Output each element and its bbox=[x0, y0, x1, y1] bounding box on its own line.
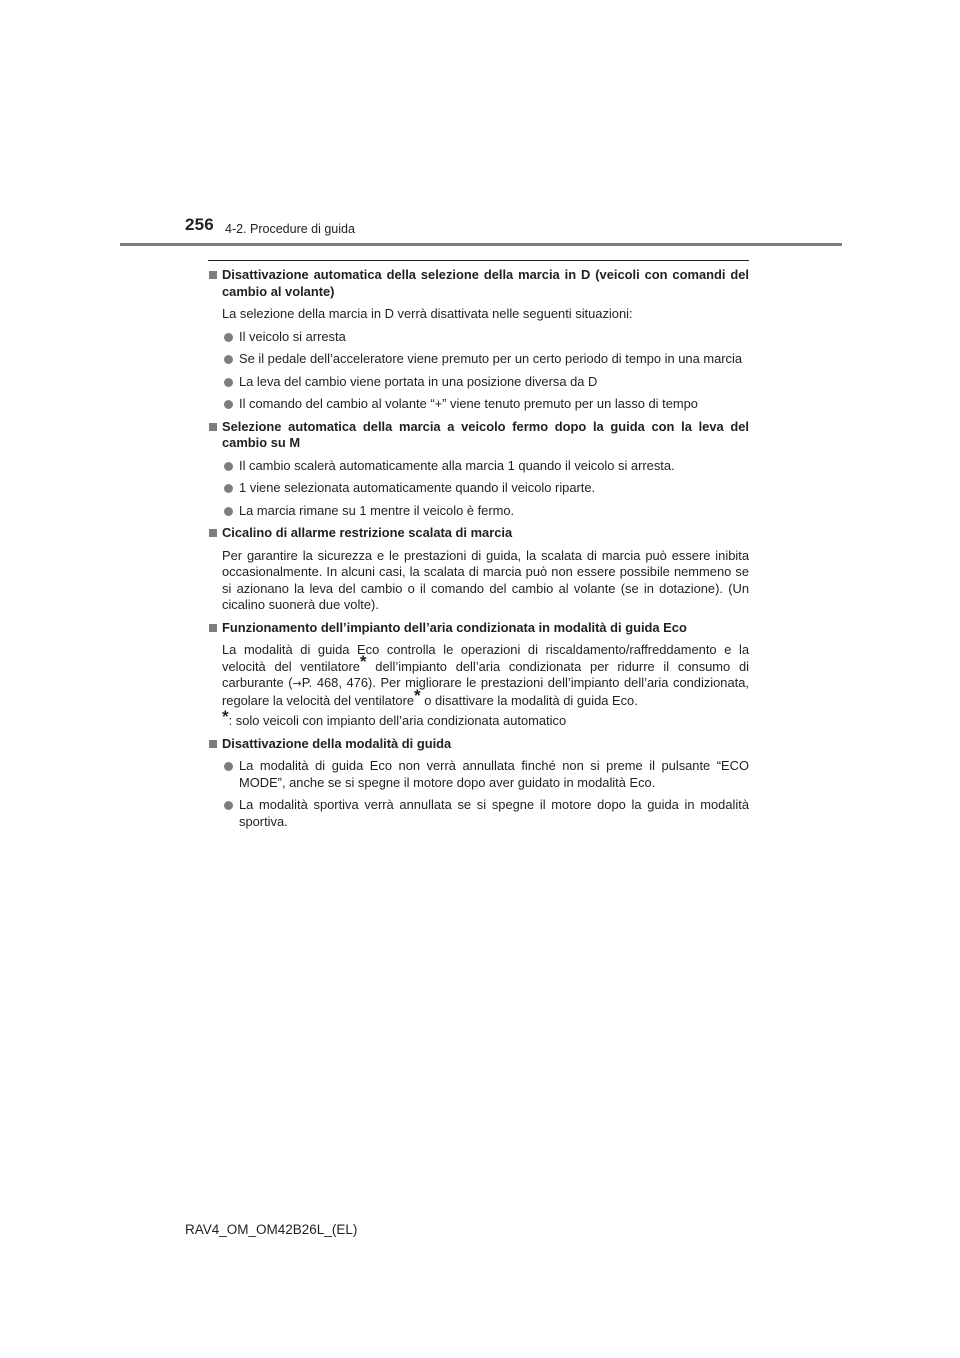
circle-bullet-icon bbox=[224, 484, 233, 493]
heading-text: Disattivazione automatica della selezione della marcia in D (veicoli con comandi del cambio al volante) bbox=[222, 267, 749, 299]
page-number: 256 bbox=[185, 215, 214, 234]
circle-bullet-icon bbox=[224, 333, 233, 342]
heading-text: Disattivazione della modalità di guida bbox=[222, 735, 452, 751]
heading-text: Selezione automatica della marcia a veicolo fermo dopo la guida con la leva del cambio su M bbox=[222, 418, 749, 450]
section-intro: La selezione della marcia in D verrà disattivata nelle seguenti situazioni: bbox=[222, 306, 633, 321]
footnote bbox=[208, 707, 749, 730]
list-item-text: Il veicolo si arresta bbox=[239, 328, 346, 344]
section-divider bbox=[208, 260, 749, 261]
square-bullet-icon bbox=[209, 423, 217, 431]
heading-text: Funzionamento dell’impianto dell’aria condizionata in modalità di guida Eco bbox=[222, 619, 687, 635]
list-item bbox=[208, 374, 749, 391]
page-content bbox=[208, 267, 749, 830]
square-bullet-icon bbox=[209, 271, 217, 279]
list-item bbox=[208, 503, 749, 520]
section-title: 4-2. Procedure di guida bbox=[225, 222, 355, 236]
body-text: o disattivare la modalità di guida Eco. bbox=[420, 692, 638, 708]
circle-bullet-icon bbox=[224, 400, 233, 409]
asterisk-marker: * bbox=[359, 651, 367, 671]
circle-bullet-icon bbox=[224, 507, 233, 516]
header-divider bbox=[120, 243, 842, 246]
body-text: dell’impianto dell’aria condizionata per ridurre il consumo di carburante ( bbox=[222, 658, 750, 690]
list-item-text: La modalità di guida Eco non verrà annullata finché non si preme il pulsante “ECO MODE”, anche se si spegne il motore dopo aver guidato in modalità Eco. bbox=[239, 758, 749, 790]
heading-text: Cicalino di allarme restrizione scalata di marcia bbox=[222, 525, 513, 540]
list-item-text: La marcia rimane su 1 mentre il veicolo è fermo. bbox=[239, 502, 515, 518]
list-item-text: Il cambio scalerà automaticamente alla marcia 1 quando il veicolo si arresta. bbox=[239, 457, 675, 473]
document-code: RAV4_OM_OM42B26L_(EL) bbox=[185, 1222, 358, 1237]
square-bullet-icon bbox=[209, 624, 217, 632]
square-bullet-icon bbox=[209, 740, 217, 748]
arrow-icon: → bbox=[292, 677, 302, 690]
square-bullet-icon bbox=[209, 529, 217, 537]
asterisk-marker: * bbox=[414, 685, 421, 705]
list-item-text: Il comando del cambio al volante “+” viene tenuto premuto per un lasso di tempo bbox=[239, 396, 698, 411]
list-item bbox=[208, 351, 749, 368]
list-item bbox=[208, 396, 749, 413]
circle-bullet-icon bbox=[224, 462, 233, 471]
asterisk-marker: * bbox=[222, 707, 229, 726]
list-item bbox=[208, 758, 749, 791]
section-body: Per garantire la sicurezza e le prestazioni di guida, la scalata di marcia può essere inibita occasionalmente. In alcuni casi, la scalata di marcia può non essere possibile nemmeno se si azionano la leva del cambio o il comando del cambio al volante (se in dotazione). (Un cicalino suonerà due volte). bbox=[222, 547, 749, 612]
circle-bullet-icon bbox=[224, 378, 233, 387]
list-item-text: La modalità sportiva verrà annullata se si spegne il motore dopo la guida in modalità sportiva. bbox=[239, 797, 749, 829]
circle-bullet-icon bbox=[224, 762, 233, 771]
list-item bbox=[208, 458, 749, 475]
body-text: La modalità di guida Eco controlla le operazioni di riscaldamento/raffreddamento e la velocità del ventilatore bbox=[222, 642, 749, 674]
section-body bbox=[208, 642, 749, 709]
list-item-text: Se il pedale dell’acceleratore viene premuto per un certo periodo di tempo in una marcia bbox=[239, 351, 743, 366]
page-reference: P. 468, 476). Per migliorare le prestazioni dell’impianto dell’aria condizionata, regolare la velocità del ventilatore bbox=[222, 675, 749, 708]
section-heading bbox=[208, 267, 749, 300]
list-item-text: La leva del cambio viene portata in una posizione diversa da D bbox=[239, 373, 598, 389]
section-heading bbox=[208, 736, 749, 753]
circle-bullet-icon bbox=[224, 355, 233, 364]
section-heading bbox=[208, 419, 749, 452]
list-item bbox=[208, 480, 749, 497]
list-item-text: 1 viene selezionata automaticamente quando il veicolo riparte. bbox=[239, 480, 596, 495]
list-item bbox=[208, 329, 749, 346]
section-heading bbox=[208, 525, 749, 542]
section-heading bbox=[208, 620, 749, 637]
circle-bullet-icon bbox=[224, 801, 233, 810]
footnote-text: : solo veicoli con impianto dell’aria condizionata automatico bbox=[228, 713, 567, 728]
list-item bbox=[208, 797, 749, 830]
